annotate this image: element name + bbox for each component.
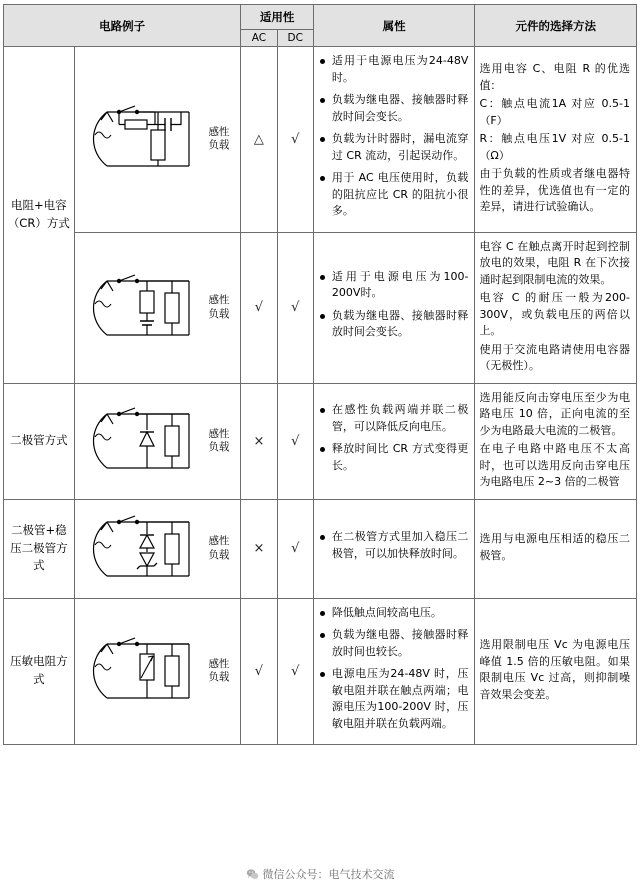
- wechat-icon: [246, 868, 259, 881]
- watermark-text: 微信公众号：电气技术交流: [262, 868, 395, 881]
- circuit-diagram-diode-zener: [74, 499, 241, 598]
- attr-item: 适用于电源电压为24-48V时。: [318, 53, 469, 86]
- sel-item: 选用电容 C、电阻 R 的优选值：: [479, 62, 630, 92]
- attr-item: 用于 AC 电压使用时，负载的阻抗应比 CR 的阻抗小很多。: [318, 170, 469, 220]
- row-name-varistor: 压敏电阻方式: [4, 598, 75, 745]
- circuit-svg: [85, 506, 205, 592]
- cell-attribute: [313, 232, 475, 383]
- sel-item: 电容 C 在触点离开时起到控制放电的效果，电阻 R 在下次接通时起到限制电流的效果。: [479, 239, 630, 286]
- cell-selection: [475, 383, 637, 499]
- cell-ac: √: [241, 598, 277, 745]
- table-row: [4, 499, 637, 598]
- table-row: [4, 383, 637, 499]
- cell-ac: ×: [241, 499, 277, 598]
- cell-attribute: [313, 383, 475, 499]
- cell-ac: △: [241, 47, 277, 233]
- cell-selection: [475, 598, 637, 745]
- attr-item: 负载为计时器时，漏电流穿过 CR 流动，引起误动作。: [318, 131, 469, 164]
- attr-item: 适用于电源电压为100-200V时。: [318, 269, 469, 302]
- cell-dc: √: [277, 598, 313, 745]
- table-row: [4, 598, 637, 745]
- wechat-badge: [246, 866, 395, 882]
- attr-item: 负载为继电器、接触器时释放时间会变长。: [318, 92, 469, 125]
- circuit-svg: [85, 628, 205, 714]
- circuit-diagram-cr-b: [74, 232, 241, 383]
- header-attribute: 属性: [313, 5, 475, 47]
- cell-attribute: [313, 47, 475, 233]
- attr-item: 在二极管方式里加入稳压二极管，可以加快释放时间。: [318, 529, 469, 562]
- watermark-footer: [0, 863, 640, 885]
- load-label: 感性 负载: [208, 294, 230, 320]
- header-ac: AC: [241, 30, 277, 47]
- attr-item: 负载为继电器、接触器时释放时间会变长。: [318, 308, 469, 341]
- relay-protection-table: [3, 4, 637, 745]
- load-label: 感性 负载: [208, 535, 230, 561]
- table-row: [4, 232, 637, 383]
- attr-item: 电源电压为24-48V 时，压敏电阻并联在触点两端；电源电压为100-200V 时，压敏电阻并联在负载两端。: [318, 666, 469, 732]
- cell-dc: √: [277, 232, 313, 383]
- sel-item: 使用于交流电路请使用电容器（无极性）。: [479, 342, 630, 372]
- table-header: [4, 5, 637, 47]
- circuit-svg: [85, 96, 205, 182]
- attr-item: 降低触点间较高电压。: [318, 605, 469, 622]
- sel-item: 电容 C 的耐压一般为200-300V，或负载电压的两倍以上。: [479, 291, 630, 337]
- load-label: 感性 负载: [208, 126, 230, 152]
- sel-item: C：触点电流1A 对应 0.5-1（F）: [479, 97, 630, 127]
- row-name-diode-zener: 二极管+稳压二极管方式: [4, 499, 75, 598]
- circuit-diagram-varistor: [74, 598, 241, 745]
- circuit-svg: [85, 265, 205, 351]
- attr-item: 负载为继电器、接触器时释放时间也较长。: [318, 627, 469, 660]
- sel-item: 选用限制电压 Vc 为电源电压峰值 1.5 倍的压敏电阻。如果限制电压 Vc 过高，则抑制噪音效果会变差。: [479, 638, 630, 701]
- load-label: 感性 负载: [208, 427, 230, 453]
- sel-item: 在电子电路中路电压不太高时，也可以选用反向击穿电压为电路电压 2~3 倍的二极管: [479, 442, 630, 488]
- cell-selection: [475, 232, 637, 383]
- attr-item: 释放时间比 CR 方式变得更长。: [318, 441, 469, 474]
- header-dc: DC: [277, 30, 313, 47]
- circuit-diagram-cr-a: [74, 47, 241, 233]
- cell-dc: √: [277, 383, 313, 499]
- header-circuit-example: 电路例子: [4, 5, 241, 47]
- row-name-diode: 二极管方式: [4, 383, 75, 499]
- cell-attribute: [313, 499, 475, 598]
- cell-selection: [475, 499, 637, 598]
- sel-item: R：触点电压1V 对应 0.5-1（Ω）: [479, 132, 630, 162]
- load-label: 感性 负载: [208, 658, 230, 684]
- table-row: [4, 47, 637, 233]
- circuit-diagram-diode: [74, 383, 241, 499]
- cell-dc: √: [277, 47, 313, 233]
- sel-item: 由于负载的性质或者继电器特性的差异，优选值也有一定的差异，请进行试验确认。: [479, 167, 630, 213]
- table-body: [4, 47, 637, 745]
- header-selection: 元件的选择方法: [475, 5, 637, 47]
- cell-ac: √: [241, 232, 277, 383]
- cell-selection: [475, 47, 637, 233]
- cell-attribute: [313, 598, 475, 745]
- header-applicability: 适用性: [241, 5, 314, 30]
- circuit-svg: [85, 398, 205, 484]
- cell-dc: √: [277, 499, 313, 598]
- sel-item: 选用与电源电压相适的稳压二极管。: [479, 532, 630, 562]
- sel-item: 选用能反向击穿电压至少为电路电压 10 倍，正向电流的至少为电路最大电流的二极管。: [479, 390, 630, 437]
- attr-item: 在感性负载两端并联二极管，可以降低反向电压。: [318, 402, 469, 435]
- row-name-cr: 电阻+电容（CR）方式: [4, 47, 75, 384]
- cell-ac: ×: [241, 383, 277, 499]
